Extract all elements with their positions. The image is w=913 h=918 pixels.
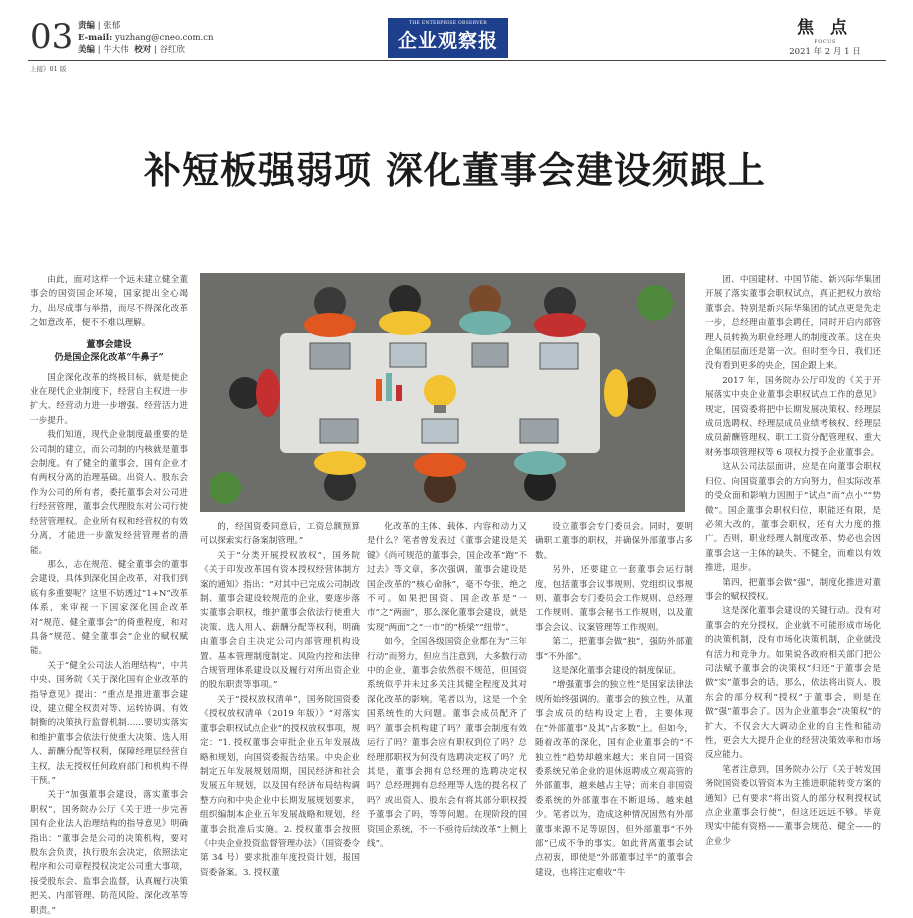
- article-paragraph: 的，经国资委同意后，工资总额预算可以探索实行备案制管理。”: [200, 522, 360, 547]
- laptop-icon: [310, 343, 350, 369]
- section-title: 焦点: [797, 18, 863, 38]
- credit-key: E-mail:: [78, 33, 113, 43]
- article-paragraph: 化改革的主体、载体、内容和动力又是什么？笔者曾发表过《董事会建设是关键》《尚可规范的董事会，国企改革“跑”不过去》等文章，多次强调，董事会建设是国企改革的“核心命脉”，毫不夸张，绝之不可。如果把国资、国企改革是“一市”之“两面”，那么深化董事会建设，就是实现“两面”之“一市”的“桥梁”“纽带”。: [367, 522, 527, 633]
- credit-key: 责编: [78, 21, 96, 31]
- meeting-table-illustration: [200, 273, 685, 512]
- article-paragraph: 关于“加强董事会建设，落实董事会职权”，国务院办公厅《关于进一步完善国有企业法人治理结构的指导意见》明确指出：“董事会是公司的决策机构，要对股东会负责，执行股东会决定，依照法定程序和公司章程授权决定公司重大事项，接受股东会、监事会监督，认真履行决策把关、内部管理、防范风险、深化改革等职责。”: [30, 790, 188, 916]
- editor-credits: 责编 | 张郁 E-mail: yuzhang@cneo.com.cn 美编 | 牛大伟 校对 | 谷红欣: [78, 21, 214, 55]
- page-number: 03: [30, 17, 74, 57]
- article-paragraph: 关于“分类开展授权放权”，国务院《关于印发改革国有资本授权经营体制方案的通知》指出：“对其中已完成公司制改制、董事会建设较规范的企业，要逐步落实董事会职权，维护董事会依法行使重大决策、选人用人、薪酬分配等权利，明确由董事会自主决定公司内部管理机构设置、基本管理制度制定、风险内控和法律合规管理体系建设以及履行对所出资企业的股东职责等事项。”: [200, 550, 360, 691]
- meeting-illustration: [200, 273, 685, 512]
- article-paragraph: 这从公司法层面讲，应是在向董事会职权归位、向国资董事会的方向努力，但实际改革的受众面和影响力因囿于“试点”而“点小”“势微”。国企董事会职权归位，职能还有限，是必须大改的，董事会职权，还有大力度的推广。否则，职业经理人制度改革、势必也会因董事会这一主体的缺失、不健全，而难以有效推进，退步。: [705, 462, 881, 574]
- article-paragraph: 2017 年，国务院办公厅印发的《关于开展落实中央企业董事会职权试点工作的意见》规定，国资委将把中长期发展决策权、经理层成员选聘权、经理层成员业绩考核权、经理层成员薪酬管理权、职工工资分配管理权、重大财务事项管理权等 6 项权力授予企业董事会。: [705, 375, 881, 458]
- article-paragraph: 那么，志在规范、健全董事会的董事会建设，具体到深化国企改革，对我们到底有多重要呢？这里不妨透过“1+N”改革体系，来审视一下国家深化国企改革对“规范、健全董事会”的倚重程度，和对具备“规范、健全董事会”企业的赋权赋能。: [30, 559, 188, 657]
- text-column-3: [367, 520, 527, 853]
- masthead: [388, 18, 508, 58]
- laptop-icon: [390, 343, 426, 367]
- article-paragraph: 这是深化董事会建设的关键行动。没有对董事会的充分授权，企业就不可能形成市场化的决策机制，没有市场化决策机制，企业就没有活力和竞争力。如果说各政府相关部门把公司法赋予董事会的决策权“归还”于董事会是做“实”董事会的话，那么，依法将出资人、股东会的部分权利“授权”于董事会，则是在做“强”董事会了。因为企业董事会“决策权”的扩大，不仅会大大调动企业的自主性和能动性，更会大大提升企业的经营决策效率和市场反应能力。: [705, 606, 881, 761]
- continued-note: 上接》01 版: [30, 65, 67, 73]
- article-headline: 补短板强弱项 深化董事会建设须跟上: [144, 148, 766, 192]
- text-column-1: [30, 273, 188, 916]
- credit-key: 美编: [78, 45, 96, 55]
- plant-icon: [209, 472, 241, 504]
- article-paragraph: 第二，把董事会做“独”，强防外部董事“不外部”。: [535, 637, 693, 662]
- article-paragraph: 笔者注意到，国务院办公厅《关于转发国务院国资委以管资本为主推进职能转变方案的通知》已有要求“将出资人的部分权利授权试点企业董事会行使”，但这还远远不够。毕竟现实中能有资格——董事会规范、健全——的企业少: [705, 764, 881, 847]
- article-paragraph: 设立董事会专门委员会。同时，要明确职工董事的职权，并确保外部董事占多数。: [535, 522, 693, 561]
- article-paragraph: 第四，把董事会做“强”，制度化推进对董事会的赋权授权。: [705, 577, 881, 602]
- article-paragraph: 关于“健全公司法人治理结构”，中共中央、国务院《关于深化国有企业改革的指导意见》提出：“重点是推进董事会建设，建立健全权责对等、运转协调、有效制衡的决策执行监督机制……要切实落实和维护董事会依法行使重大决策、选人用人、薪酬分配等权利，保障经理层经营自主权，法无授权任何政府部门和机构不得干预。”: [30, 660, 188, 786]
- section-label: [770, 18, 880, 58]
- text-column-2: [200, 520, 360, 878]
- text-column-5: [705, 273, 881, 853]
- article-paragraph: 如今，全国各级国资企业都在为“三年行动”而努力，但应当注意到，大多数行动中的企业，董事会依然很不规范，但国资系统似乎并未过多关注其健全程度及其对深化改革的影响。笔者以为，这是一个全国系统性的大问题。董事会成员配齐了吗？董事会机构建了吗？董事会制度有效运行了吗？董事会应有职权到位了吗？总经理那职权为何没有选聘决定权了吗？尤其是，董事会拥有总经理的选聘决定权吗？总经理拥有总经理等人选的提名权了吗？或出资人、股东会有将其部分职权授予董事会了吗，等等问题。在现阶段的国资国企系统，不一不亟待后续改革“上侧上线”。: [367, 637, 527, 849]
- article-paragraph: 团、中国建材、中国节能、新兴际华集团开展了落实董事会职权试点，真正把权力放给董事会。特别是新兴际华集团的试点更是先走一步，总经理由董事会聘任，同时开启内部管理人员转换为职业经理人的制度改革。这在央企集团层面还是第一次。但时至今日，我们还没有看到更多的央企，国企跟上来。: [705, 275, 881, 372]
- article-paragraph: 国企深化改革的终极目标，就是使企业在现代企业制度下，经营自主权进一步扩大、经营动力进一步增强、经营活力进一步提升。: [30, 372, 188, 426]
- masthead-title: 企业观察报: [397, 30, 498, 52]
- credit-value: 谷红欣: [159, 45, 186, 55]
- laptop-icon: [472, 343, 508, 367]
- credit-key: 校对: [134, 45, 152, 55]
- credit-email[interactable]: yuzhang@cneo.com.cn: [114, 33, 214, 43]
- laptop-icon: [540, 343, 578, 369]
- subhead-line: 董事会建设: [86, 339, 132, 350]
- credit-value: 牛大伟: [103, 45, 129, 55]
- header-rule: [28, 60, 886, 61]
- article-paragraph: 我们知道，现代企业制度最重要的是公司制的建立，而公司制的内核就是董事会制度。有了健全的董事会，国有企业才有两权分离的治理基础。出资人、股东会作为公司的所有者，委托董事会对公司进行经营管理，董事会代理股东对公司行使经营管理权。企业所有权和经营权的有效分离，才能进一步激发经营管理者的潜能。: [30, 430, 188, 556]
- text-column-4: [535, 520, 693, 878]
- article-paragraph: 关于“授权放权清单”，国务院国资委《授权放权清单（2019 年版）》“对落实董事会职权试点企业”的授权放权事项，规定：“1. 授权董事会审批企业五年发展战略和规划，向国资委报告结果。中央企业制定五年发展规划周期，国民经济和社会发展五年规划，以及国有经济布局结构调整方向和中央企业中长期发展规划要求，组织编制本企业五年发展战略和规划，经董事会批准后实施。2. 授权董事会按照《中央企业投资监督管理办法》（国资委令第 34 号）要求批准年度投资计划，报国资委备案。3. 授权董: [200, 694, 360, 878]
- issue-date: 2021 年 2 月 1 日: [789, 47, 861, 57]
- article-paragraph: 另外，还要建立一套董事会运行制度，包括董事会议事规则、党组织议事规则、董事会专门委员会工作规则、总经理工作规则、董事会秘书工作规则，以及董事会会议、议案管理等工作规则。: [535, 565, 693, 633]
- section-english: FOCUS: [814, 39, 836, 45]
- subhead-line: 仍是国企深化改革“牛鼻子”: [54, 352, 164, 363]
- laptop-icon: [520, 419, 558, 443]
- article-paragraph: 这是深化董事会建设的制度保证。: [552, 666, 682, 677]
- section-subhead: [30, 339, 188, 365]
- masthead-english: THE ENTERPRISE OBSERVER: [409, 21, 487, 26]
- tablet-icon: [320, 419, 358, 443]
- plant-icon: [637, 285, 673, 321]
- credit-value: 张郁: [103, 21, 121, 31]
- article-paragraph: 由此，面对这样一个远未建立健全董事会的国资国企环境，国家提出全心竭力，出尽成事与举措，而尽不得深化改革之如意改革，便不不难以理解。: [30, 275, 188, 329]
- laptop-icon: [422, 419, 458, 443]
- article-paragraph: “增强董事会的独立性”是国家法律法规所始终强调的。董事会的独立性，从董事会成员的结构设定上看，主要体现在“外部董事”及其“占多数”上。但如今，随着改革的深化，国有企业董事会的“不独立性”趋势却越来越大；来自同一国资委系统兄弟企业的退休返聘成立观高管的外部董事，越来越占主导；而来自非国资委系统的外部董事在不断退场、越来越少。笔者以为，造成这种情况固然有外部董事来源不足等原因，但外部董事“不外部”已成不争的事实。如此背离董事会试点初衷，即使是“外部董事过半”的董事会建设，也将注定难收“牛: [535, 680, 693, 878]
